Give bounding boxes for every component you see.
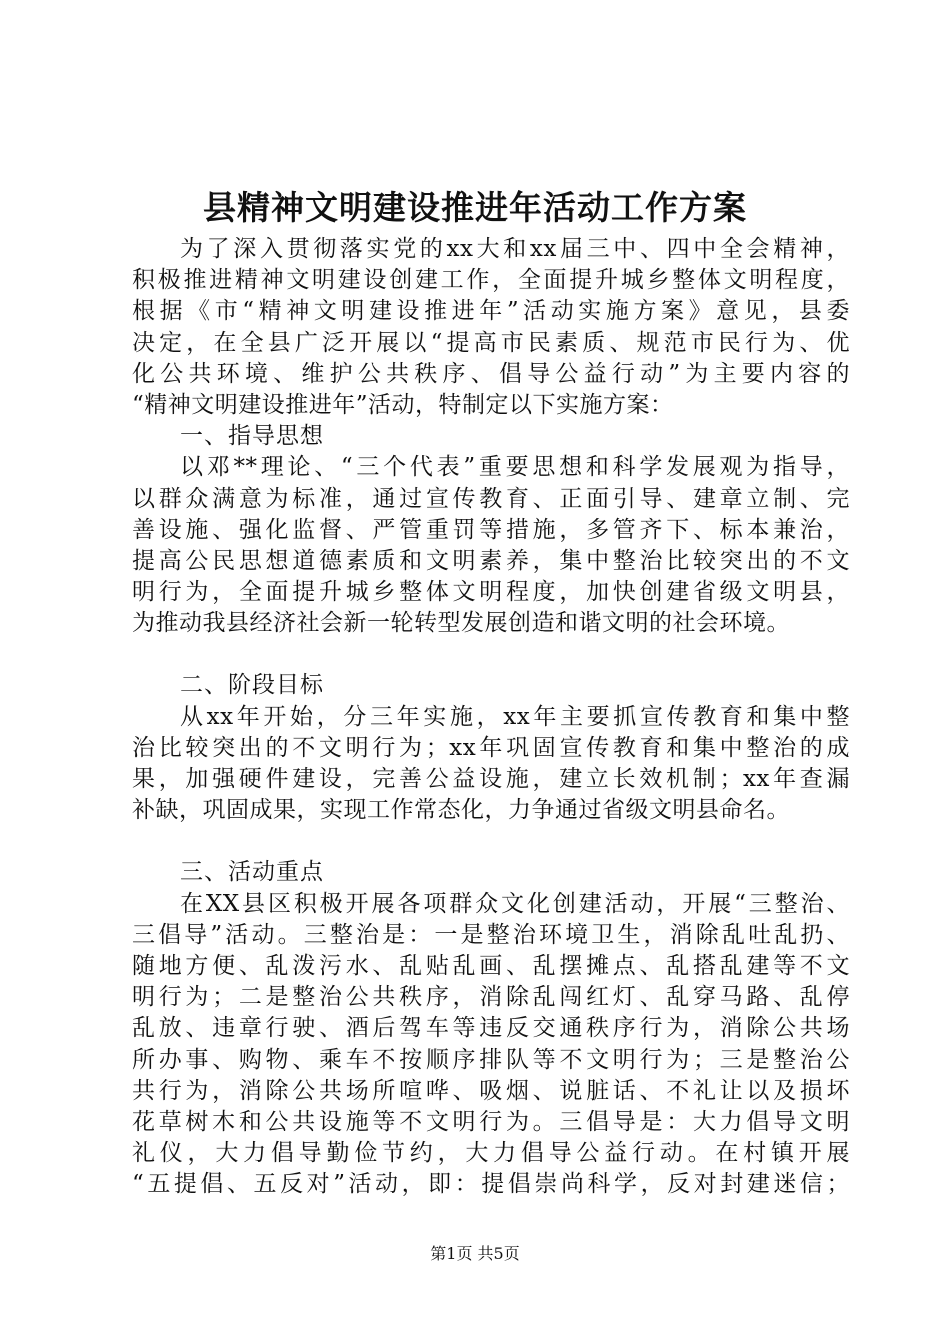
section1-line: 以邓**理论、“三个代表”重要思想和科学发展观为指导， [180, 454, 850, 481]
section2-line: 果，加强硬件建设，完善公益设施，建立长效机制；xx年查漏 [132, 766, 850, 792]
section3-line: 花草树木和公共设施等不文明行为。三倡导是：大力倡导文明 [132, 1108, 850, 1135]
section1-line: 为推动我县经济社会新一轮转型发展创造和谐文明的社会环境。 [132, 610, 790, 637]
intro-line: 积极推进精神文明建设创建工作，全面提升城乡整体文明程度， [132, 267, 850, 294]
section3-line: 在XX县区积极开展各项群众文化创建活动，开展“三整治、 [180, 890, 850, 917]
intro-line: 为了深入贯彻落实党的xx大和xx届三中、四中全会精神， [180, 236, 850, 262]
page-number-footer: 第1页 共5页 [430, 1244, 520, 1263]
section3-line: 礼仪，大力倡导勤俭节约，大力倡导公益行动。在村镇开展 [132, 1140, 850, 1167]
section1-line: 以群众满意为标准，通过宣传教育、正面引导、建章立制、完 [132, 485, 850, 512]
section3-line: 乱放、违章行驶、酒后驾车等违反交通秩序行为，消除公共场 [132, 1015, 850, 1042]
section2-line: 补缺，巩固成果，实现工作常态化，力争通过省级文明县命名。 [132, 797, 790, 824]
section1-line: 明行为，全面提升城乡整体文明程度，加快创建省级文明县， [132, 579, 850, 606]
document-title: 县精神文明建设推进年活动工作方案 [203, 188, 747, 227]
section-heading-guiding-ideology: 一、指导思想 [180, 423, 324, 450]
section2-line: 治比较突出的不文明行为；xx年巩固宣传教育和集中整治的成 [132, 734, 850, 761]
intro-line: 根据《市“精神文明建设推进年”活动实施方案》意见，县委 [132, 298, 850, 325]
document-body [132, 234, 850, 1200]
intro-line: “精神文明建设推进年”活动，特制定以下实施方案： [132, 391, 674, 418]
section1-line: 善设施、强化监督、严管重罚等措施，多管齐下、标本兼治， [132, 516, 850, 543]
section2-line: 从xx年开始，分三年实施，xx年主要抓宣传教育和集中整 [180, 703, 850, 730]
section3-line: 明行为；二是整治公共秩序，消除乱闯红灯、乱穿马路、乱停 [132, 984, 850, 1011]
intro-line: 决定，在全县广泛开展以“提高市民素质、规范市民行为、优 [132, 329, 850, 356]
section-heading-stage-goals: 二、阶段目标 [180, 672, 324, 699]
paragraph-gap [132, 639, 850, 670]
section3-line: “五提倡、五反对”活动，即：提倡崇尚科学，反对封建迷信； [132, 1171, 850, 1198]
section-heading-activity-focus: 三、活动重点 [180, 859, 324, 886]
section3-line: 三倡导”活动。三整治是：一是整治环境卫生，消除乱吐乱扔、 [132, 921, 850, 948]
section3-line: 所办事、购物、乘车不按顺序排队等不文明行为；三是整治公 [132, 1046, 850, 1073]
section3-line: 随地方便、乱泼污水、乱贴乱画、乱摆摊点、乱搭乱建等不文 [132, 952, 850, 979]
section3-line: 共行为，消除公共场所喧哗、吸烟、说脏话、不礼让以及损坏 [132, 1077, 850, 1104]
paragraph-gap [132, 826, 850, 857]
intro-line: 化公共环境、维护公共秩序、倡导公益行动”为主要内容的 [132, 360, 850, 387]
section1-line: 提高公民思想道德素质和文明素养，集中整治比较突出的不文 [132, 547, 850, 574]
